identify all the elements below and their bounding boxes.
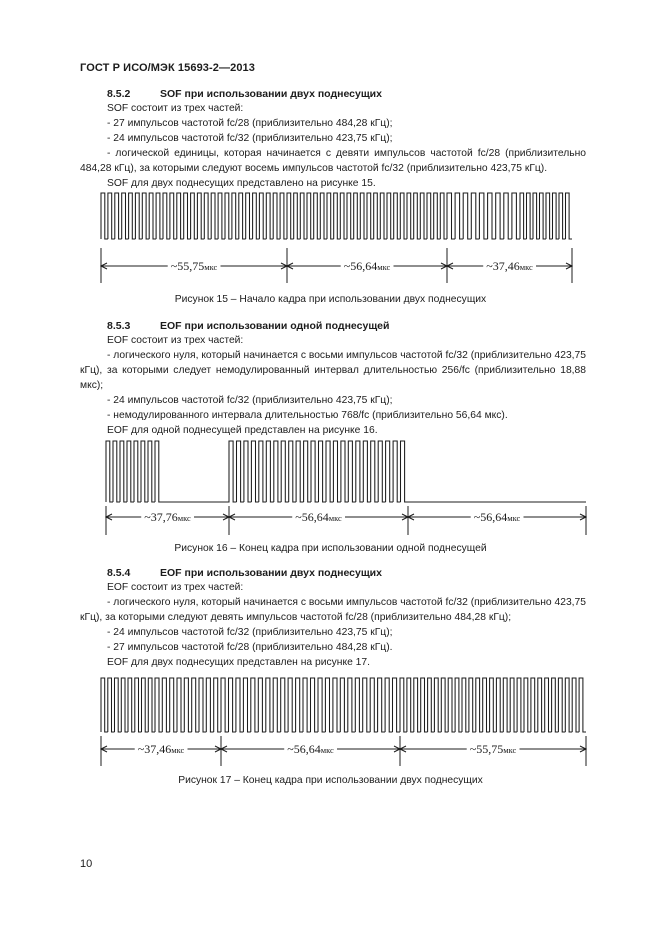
duration-value: ~37,76 xyxy=(144,510,178,524)
section-number: 8.5.2 xyxy=(107,88,131,100)
figure-17-caption: Рисунок 17 – Конец кадра при использовании двух поднесущих xyxy=(178,775,483,786)
duration-unit: мкс xyxy=(177,513,191,523)
body-line: - логического нуля, который начинается с восьми импульсов частотой fc/32 (приблизительно 423,75 кГц), за которыми следует немодулированный интервал длительностью 256/fc (приблизительно 18,88 мкс); xyxy=(80,350,586,391)
figure-16-caption: Рисунок 16 – Конец кадра при использовании одной поднесущей xyxy=(174,543,487,554)
body-line: - немодулированного интервала длительностью 768/fc (приблизительно 56,64 мкс). xyxy=(107,410,508,421)
figure-15-waveform xyxy=(101,193,572,283)
body-line: EOF состоит из трех частей: xyxy=(107,582,244,593)
duration-value: ~37,46 xyxy=(137,742,172,756)
body-line: SOF состоит из трех частей: xyxy=(107,103,244,114)
duration-unit: мкс xyxy=(507,513,521,523)
figure-17-duration-label xyxy=(287,742,334,756)
duration-unit: мкс xyxy=(377,262,391,272)
figure-15-duration-label xyxy=(486,259,533,273)
duration-value: ~55,75 xyxy=(469,742,504,756)
duration-unit: мкс xyxy=(204,262,218,272)
duration-value: ~37,46 xyxy=(486,259,520,273)
figure-16-duration-label xyxy=(474,510,521,524)
pulse-train xyxy=(101,193,572,239)
body-line: - логической единицы, которая начинается с девяти импульсов частотой fc/28 (приблизительно 484,28 кГц), за которыми следуют восемь импульсов частотой fc/32 (приблизительно 423,75 кГц). xyxy=(80,148,586,174)
body-line: - 24 импульсов частотой fc/32 (приблизительно 423,75 кГц); xyxy=(107,627,393,638)
duration-value: ~56,64 xyxy=(343,259,378,273)
pulse-train xyxy=(106,441,586,502)
section-heading-8-5-3 xyxy=(107,320,389,332)
section-body-8-5-4 xyxy=(80,580,586,670)
body-line: - логического нуля, который начинается с восьми импульсов частотой fc/32 (приблизительно 423,75 кГц), за которыми следуют девять импульсов частотой fc/28 (приблизительно 484,28 кГц); xyxy=(80,597,586,623)
duration-value: ~55,75 xyxy=(170,259,205,273)
figure-17-duration-label xyxy=(138,742,185,756)
figure-15-caption: Рисунок 15 – Начало кадра при использовании двух поднесущих xyxy=(174,294,487,305)
pulse-train xyxy=(101,678,586,732)
duration-value: ~56,64 xyxy=(473,510,508,524)
duration-unit: мкс xyxy=(328,513,342,523)
document-header: ГОСТ Р ИСО/МЭК 15693-2—2013 xyxy=(80,62,255,74)
duration-value: ~56,64 xyxy=(295,510,329,524)
figure-16-duration-label xyxy=(144,510,191,524)
body-line: - 27 импульсов частотой fc/28 (приблизительно 484,28 кГц). xyxy=(107,642,393,653)
figure-15-duration-label xyxy=(171,259,218,273)
duration-unit: мкс xyxy=(320,745,334,755)
body-line: - 24 импульсов частотой fc/32 (приблизительно 423,75 кГц); xyxy=(107,133,393,144)
figure-17-waveform xyxy=(101,678,586,766)
section-heading-8-5-4 xyxy=(107,567,382,579)
figure-17-duration-label xyxy=(470,742,517,756)
section-number: 8.5.4 xyxy=(107,567,131,579)
page-number: 10 xyxy=(80,858,93,870)
body-line: - 24 импульсов частотой fc/32 (приблизительно 423,75 кГц); xyxy=(107,395,393,406)
section-title: EOF при использовании одной поднесущей xyxy=(160,320,390,332)
figure-15-duration-label xyxy=(344,259,391,273)
body-line: SOF для двух поднесущих представлено на рисунке 15. xyxy=(107,178,376,189)
figure-16-duration-label xyxy=(295,510,342,524)
body-line: - 27 импульсов частотой fc/28 (приблизительно 484,28 кГц); xyxy=(107,118,393,129)
figure-16-waveform xyxy=(106,441,586,535)
duration-unit: мкс xyxy=(519,262,533,272)
section-number: 8.5.3 xyxy=(107,320,131,332)
body-line: EOF для двух поднесущих представлен на рисунке 17. xyxy=(107,657,370,668)
section-title: EOF при использовании двух поднесущих xyxy=(160,567,382,579)
body-line: EOF состоит из трех частей: xyxy=(107,335,244,346)
duration-value: ~56,64 xyxy=(287,742,321,756)
duration-unit: мкс xyxy=(503,745,517,755)
duration-unit: мкс xyxy=(171,745,185,755)
section-title: SOF при использовании двух поднесущих xyxy=(160,88,382,100)
body-line: EOF для одной поднесущей представлен на рисунке 16. xyxy=(107,425,378,436)
section-body-8-5-3 xyxy=(80,333,586,438)
